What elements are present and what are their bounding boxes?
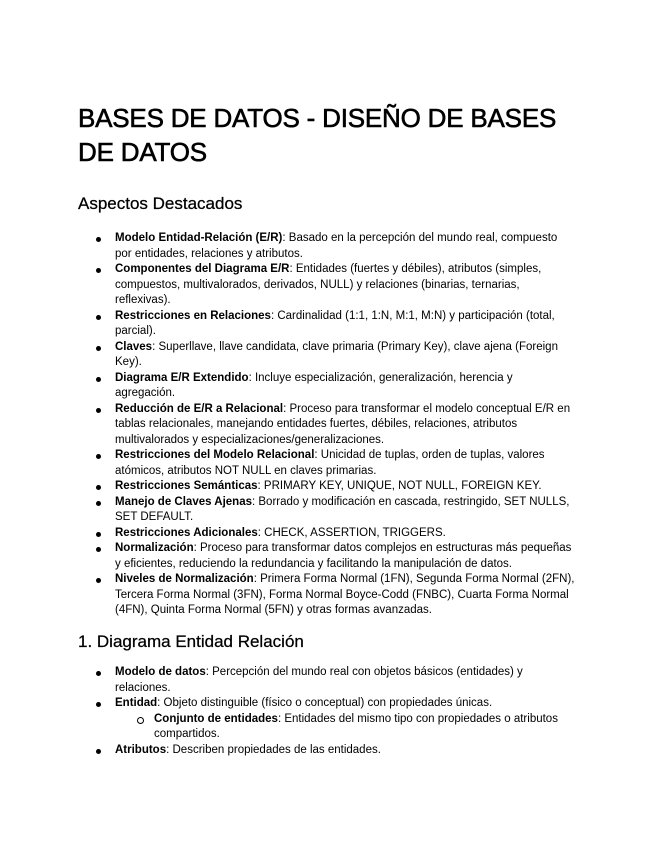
highlights-list (115, 231, 575, 619)
item-term: Modelo Entidad-Relación (E/R) (115, 232, 283, 244)
list-item (115, 309, 575, 340)
item-term: Restricciones Semánticas (115, 480, 258, 492)
item-term: Componentes del Diagrama E/R (115, 263, 290, 275)
list-item (115, 340, 575, 371)
entity-relation-list (115, 665, 575, 758)
bullet-icon (96, 671, 101, 676)
bullet-icon (96, 547, 101, 552)
item-term: Reducción de E/R a Relacional (115, 402, 284, 415)
item-text: : Objeto distinguible (físico o conceptual) con propiedades únicas. (157, 697, 493, 709)
item-text: : Proceso para transformar datos complejos en estructuras más pequeñas y eficientes, reduciendo la redundancia y facilitando la manipulación de datos. (115, 542, 572, 570)
list-item (115, 665, 575, 696)
sub-list (115, 712, 575, 743)
list-item (115, 262, 575, 309)
item-term: Modelo de datos (115, 666, 206, 678)
item-term: Entidad (115, 697, 158, 709)
bullet-icon (96, 315, 101, 320)
item-text: : Entidades (fuertes y débiles), atributos (simples, compuestos, multivalorados, derivados, NULL) y relaciones (binarias, ternarias, reflexivas). (115, 263, 542, 306)
item-term: Claves (115, 340, 153, 353)
bullet-icon (96, 454, 101, 459)
section-title-aspectos-destacados: Aspectos Destacados (78, 194, 243, 213)
section-title-diagrama-entidad-relacion: 1. Diagrama Entidad Relación (78, 632, 304, 651)
item-text: : Primera Forma Normal (1FN), Segunda Forma Normal (2FN), Tercera Forma Normal (3FN), Forma Normal Boyce-Codd (FNBC), Cuarta Forma Normal (4FN), Quinta Forma Normal (5FN) y otras formas avanzadas. (115, 573, 575, 616)
item-term: Restricciones del Modelo Relacional (115, 449, 315, 461)
bullet-icon (96, 408, 101, 413)
item-text: : Percepción del mundo real con objetos básicos (entidades) y relaciones. (115, 666, 523, 694)
item-text: : Borrado y modificación en cascada, restringido, SET NULLS, SET DEFAULT. (115, 495, 570, 523)
item-text: : CHECK, ASSERTION, TRIGGERS. (257, 526, 446, 539)
item-term: Normalización (115, 542, 194, 554)
list-item (115, 696, 575, 743)
hollow-bullet-icon (137, 717, 144, 724)
bullet-icon (96, 749, 101, 754)
bullet-icon (96, 346, 101, 351)
list-item (115, 495, 575, 526)
item-text: : Unicidad de tuplas, orden de tuplas, valores atómicos, atributos NOT NULL en claves primarias. (115, 449, 545, 477)
bullet-icon (96, 501, 101, 506)
item-text: : Incluye especialización, generalización, herencia y agregación. (115, 371, 513, 399)
item-term: Restricciones Adicionales (115, 526, 258, 539)
list-item (115, 371, 575, 402)
list-item (115, 572, 575, 619)
item-text: : Basado en la percepción del mundo real, compuesto por entidades, relaciones y atributos. (115, 232, 558, 260)
list-item (115, 743, 575, 759)
bullet-icon (96, 237, 101, 242)
bullet-icon (96, 485, 101, 490)
item-term: Manejo de Claves Ajenas (115, 495, 252, 508)
item-text: : Superllave, llave candidata, clave primaria (Primary Key), clave ajena (Foreign Key). (115, 340, 558, 368)
list-item (115, 231, 575, 262)
bullet-icon (96, 268, 101, 273)
list-item (115, 448, 575, 479)
bullet-icon (96, 532, 101, 537)
item-text: : Describen propiedades de las entidades. (166, 743, 381, 756)
list-item (115, 541, 575, 572)
item-term: Diagrama E/R Extendido (115, 371, 249, 384)
item-text: : Proceso para transformar el modelo conceptual E/R en tablas relacionales, manejando entidades fuertes, débiles, relaciones, atributos multivalorados y especializaciones/generalizaciones. (115, 402, 571, 446)
bullet-icon (96, 377, 101, 382)
item-term: Restricciones en Relaciones (115, 309, 271, 322)
list-item (115, 479, 575, 495)
item-text: : PRIMARY KEY, UNIQUE, NOT NULL, FOREIGN KEY. (257, 480, 542, 492)
item-term: Niveles de Normalización (115, 573, 254, 585)
page-title: BASES DE DATOS - DISEÑO DE BASES DE DATOS (78, 103, 557, 167)
item-term: Atributos (115, 743, 167, 756)
sub-list-item (154, 712, 575, 743)
bullet-icon (96, 578, 101, 583)
item-text: : Cardinalidad (1:1, 1:N, M:1, M:N) y participación (total, parcial). (115, 309, 555, 337)
item-term: Conjunto de entidades (154, 712, 278, 725)
bullet-icon (96, 702, 101, 707)
item-text: : Entidades del mismo tipo con propiedades o atributos compartidos. (154, 712, 558, 740)
list-item (115, 402, 575, 449)
list-item (115, 526, 575, 542)
